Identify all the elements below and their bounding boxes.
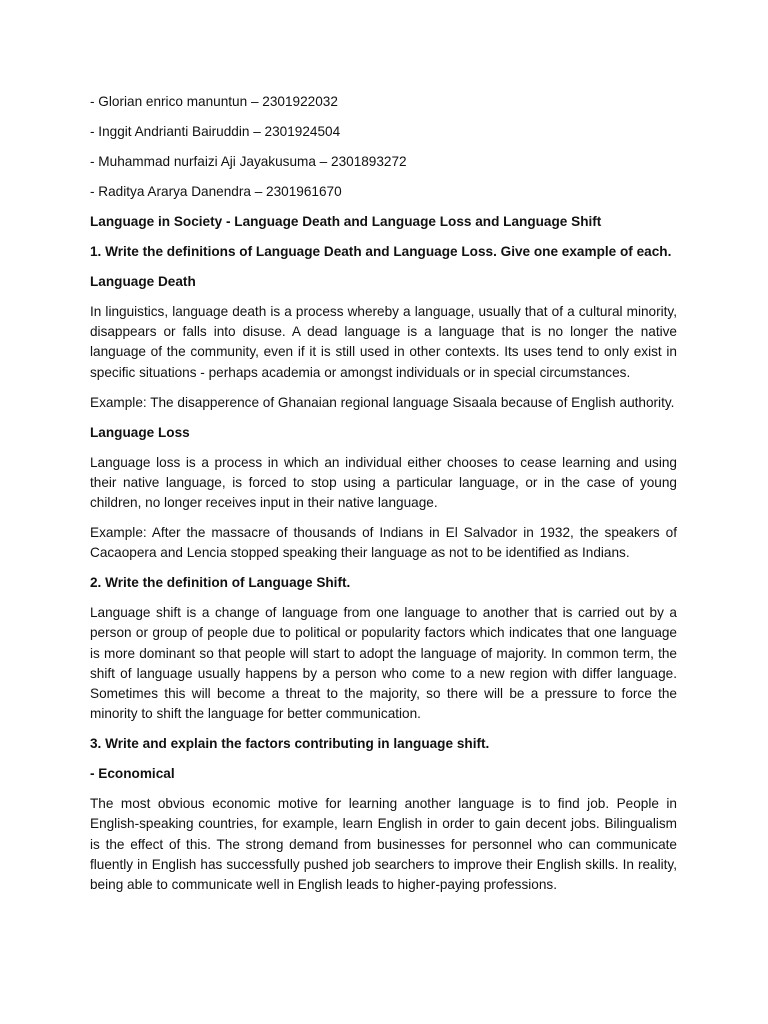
section-heading-language-loss: Language Loss <box>90 424 190 440</box>
author-line: - Inggit Andrianti Bairuddin – 2301924504 <box>90 124 341 139</box>
author-line: - Raditya Ararya Danendra – 2301961670 <box>90 184 342 199</box>
section-heading-language-death: Language Death <box>90 274 196 289</box>
example-language-loss: Example: After the massacre of thousands of Indians in El Salvador in 1932, the speakers of Cacaopera and Lencia stopped speaking their language as not to be identified as Indians. <box>90 525 677 561</box>
author-line: - Muhammad nurfaizi Aji Jayakusuma – 2301893272 <box>90 154 407 169</box>
section-heading-economical: - Economical <box>90 766 175 782</box>
paragraph-language-loss: Language loss is a process in which an individual either chooses to cease learning and using their native language, is forced to stop using a particular language, or in the case of young children, no longer receives input in their native language. <box>90 454 677 511</box>
question-1: 1. Write the definitions of Language Death and Language Loss. Give one example of each. <box>90 244 672 259</box>
paragraph-economical: The most obvious economic motive for learning another language is to find job. People in English-speaking countries, for example, learn English in order to gain decent jobs. Bilingualism is the effect of this. The strong demand from businesses for personnel who can communicate fluently in English has successfully pushed job searchers to improve their English skills. In reality, being able to communicate well in English leads to higher-paying professions. <box>90 796 677 893</box>
question-3: 3. Write and explain the factors contributing in language shift. <box>90 736 490 752</box>
question-2: 2. Write the definition of Language Shift. <box>90 575 351 591</box>
document-page <box>90 92 677 905</box>
paragraph-language-death: In linguistics, language death is a process whereby a language, usually that of a cultural minority, disappears or falls into disuse. A dead language is a language that is no longer the native language of the community, even if it is still used in other contexts. Its uses tend to only exist in specific situations - perhaps academia or amongst individuals or in special circumstances. <box>90 304 677 380</box>
example-language-death: Example: The disapperence of Ghanaian regional language Sisaala because of English authority. <box>90 394 675 410</box>
document-title: Language in Society - Language Death and Language Loss and Language Shift <box>90 214 602 229</box>
author-line: - Glorian enrico manuntun – 2301922032 <box>90 94 338 109</box>
paragraph-language-shift: Language shift is a change of language from one language to another that is carried out by a person or group of people due to political or popularity factors which indicates that one language is more dominant so that people will start to adopt the language of majority. In common term, the shift of language usually happens by a person who come to a new region with differ language. Sometimes this will become a threat to the majority, so there will be a pressure to force the minority to shift the language for better communication. <box>90 605 677 722</box>
